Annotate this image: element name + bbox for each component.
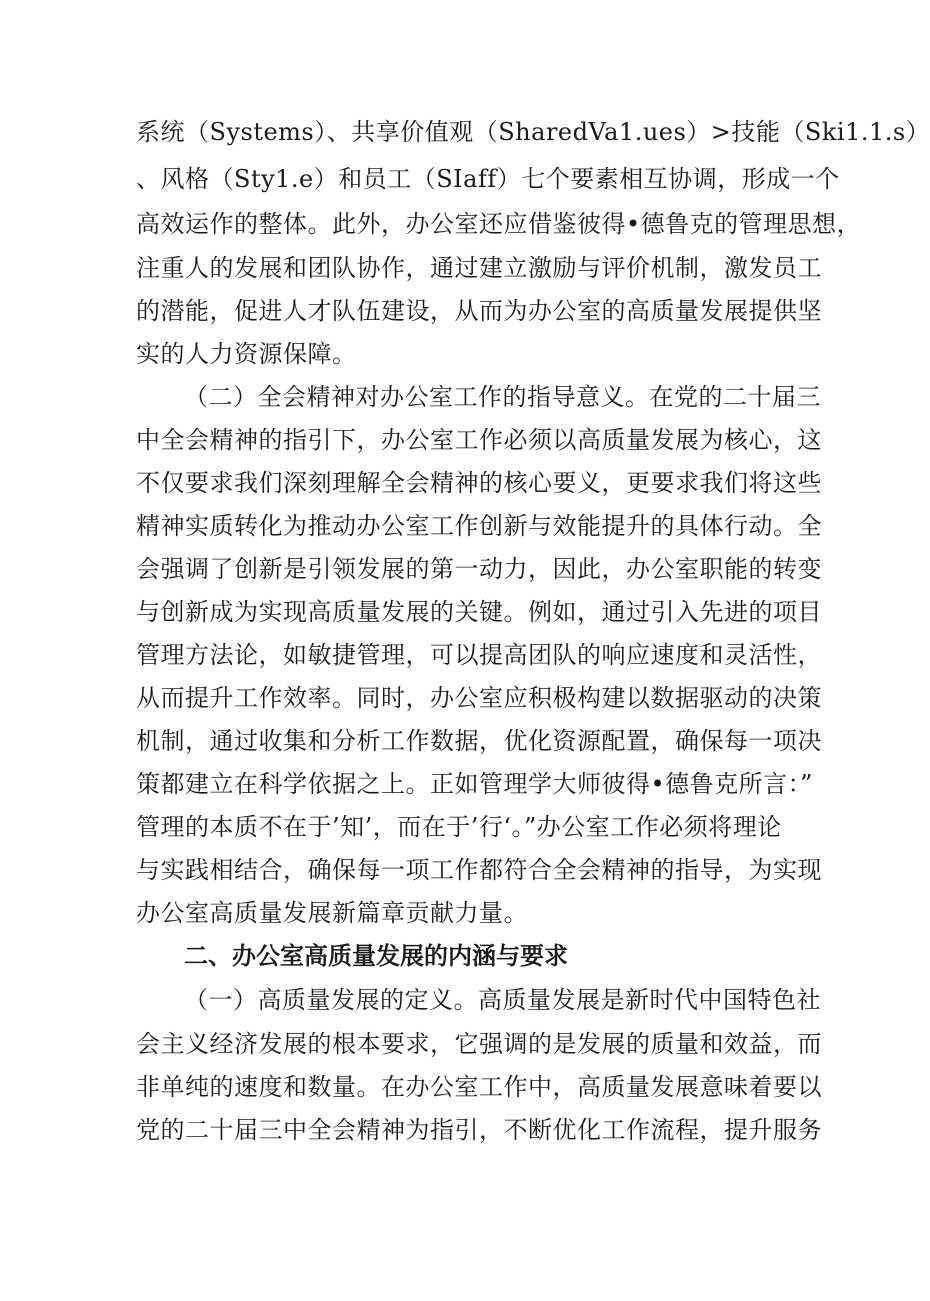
paragraph-2-line-5: 会强调了创新是引领发展的第一动力，因此，办公室职能的转变 (136, 555, 822, 583)
paragraph-2-line-6: 与创新成为实现高质量发展的关键。例如，通过引入先进的项目 (136, 598, 822, 626)
paragraph-1-line-3: 高效运作的整体。此外，办公室还应借鉴彼得•德鲁克的管理思想， (136, 210, 862, 238)
paragraph-2-line-10: 策都建立在科学依据之上。正如管理学大师彼得•德鲁克所言：” (136, 770, 813, 798)
paragraph-2-line-12: 与实践相结合，确保每一项工作都符合全会精神的指导，为实现 (136, 856, 822, 884)
section-heading: 二、办公室高质量发展的内涵与要求 (184, 942, 568, 970)
paragraph-2-line-11: 管理的本质不在于’知’，而在于’行‘。”办公室工作必须将理论 (136, 813, 782, 841)
paragraph-2-line-8: 从而提升工作效率。同时，办公室应积极构建以数据驱动的决策 (136, 684, 822, 712)
paragraph-1-line-2: 、风格（Sty1.e）和员工（SIaff）七个要素相互协调，形成一个 (136, 165, 840, 193)
paragraph-2-line-4: 精神实质转化为推动办公室工作创新与效能提升的具体行动。全 (136, 512, 822, 540)
paragraph-1-line-6: 实的人力资源保障。 (136, 340, 357, 368)
paragraph-3-line-3: 非单纯的速度和数量。在办公室工作中，高质量发展意味着要以 (136, 1073, 822, 1101)
paragraph-2-line-1: （二）全会精神对办公室工作的指导意义。在党的二十届三 (184, 383, 821, 411)
paragraph-1-line-4: 注重人的发展和团队协作，通过建立激励与评价机制，激发员工 (136, 254, 822, 282)
paragraph-1-line-5: 的潜能，促进人才队伍建设，从而为办公室的高质量发展提供坚 (136, 297, 822, 325)
paragraph-3-line-1: （一）高质量发展的定义。高质量发展是新时代中国特色社 (184, 986, 821, 1014)
paragraph-2-line-3: 不仅要求我们深刻理解全会精神的核心要义，更要求我们将这些 (136, 469, 822, 497)
paragraph-3-line-4: 党的二十届三中全会精神为指引，不断优化工作流程，提升服务 (136, 1116, 822, 1144)
paragraph-2-line-7: 管理方法论，如敏捷管理，可以提高团队的响应速度和灵活性， (136, 641, 822, 669)
paragraph-2-line-13: 办公室高质量发展新篇章贡献力量。 (136, 899, 528, 927)
paragraph-2-line-2: 中全会精神的指引下，办公室工作必须以高质量发展为核心，这 (136, 426, 822, 454)
paragraph-2-line-9: 机制，通过收集和分析工作数据，优化资源配置，确保每一项决 (136, 727, 822, 755)
paragraph-1-line-1: 系统（Systems）、共享价值观（SharedVa1.ues）>技能（Ski1.1.s） (136, 118, 930, 146)
paragraph-3-line-2: 会主义经济发展的根本要求，它强调的是发展的质量和效益，而 (136, 1030, 822, 1058)
